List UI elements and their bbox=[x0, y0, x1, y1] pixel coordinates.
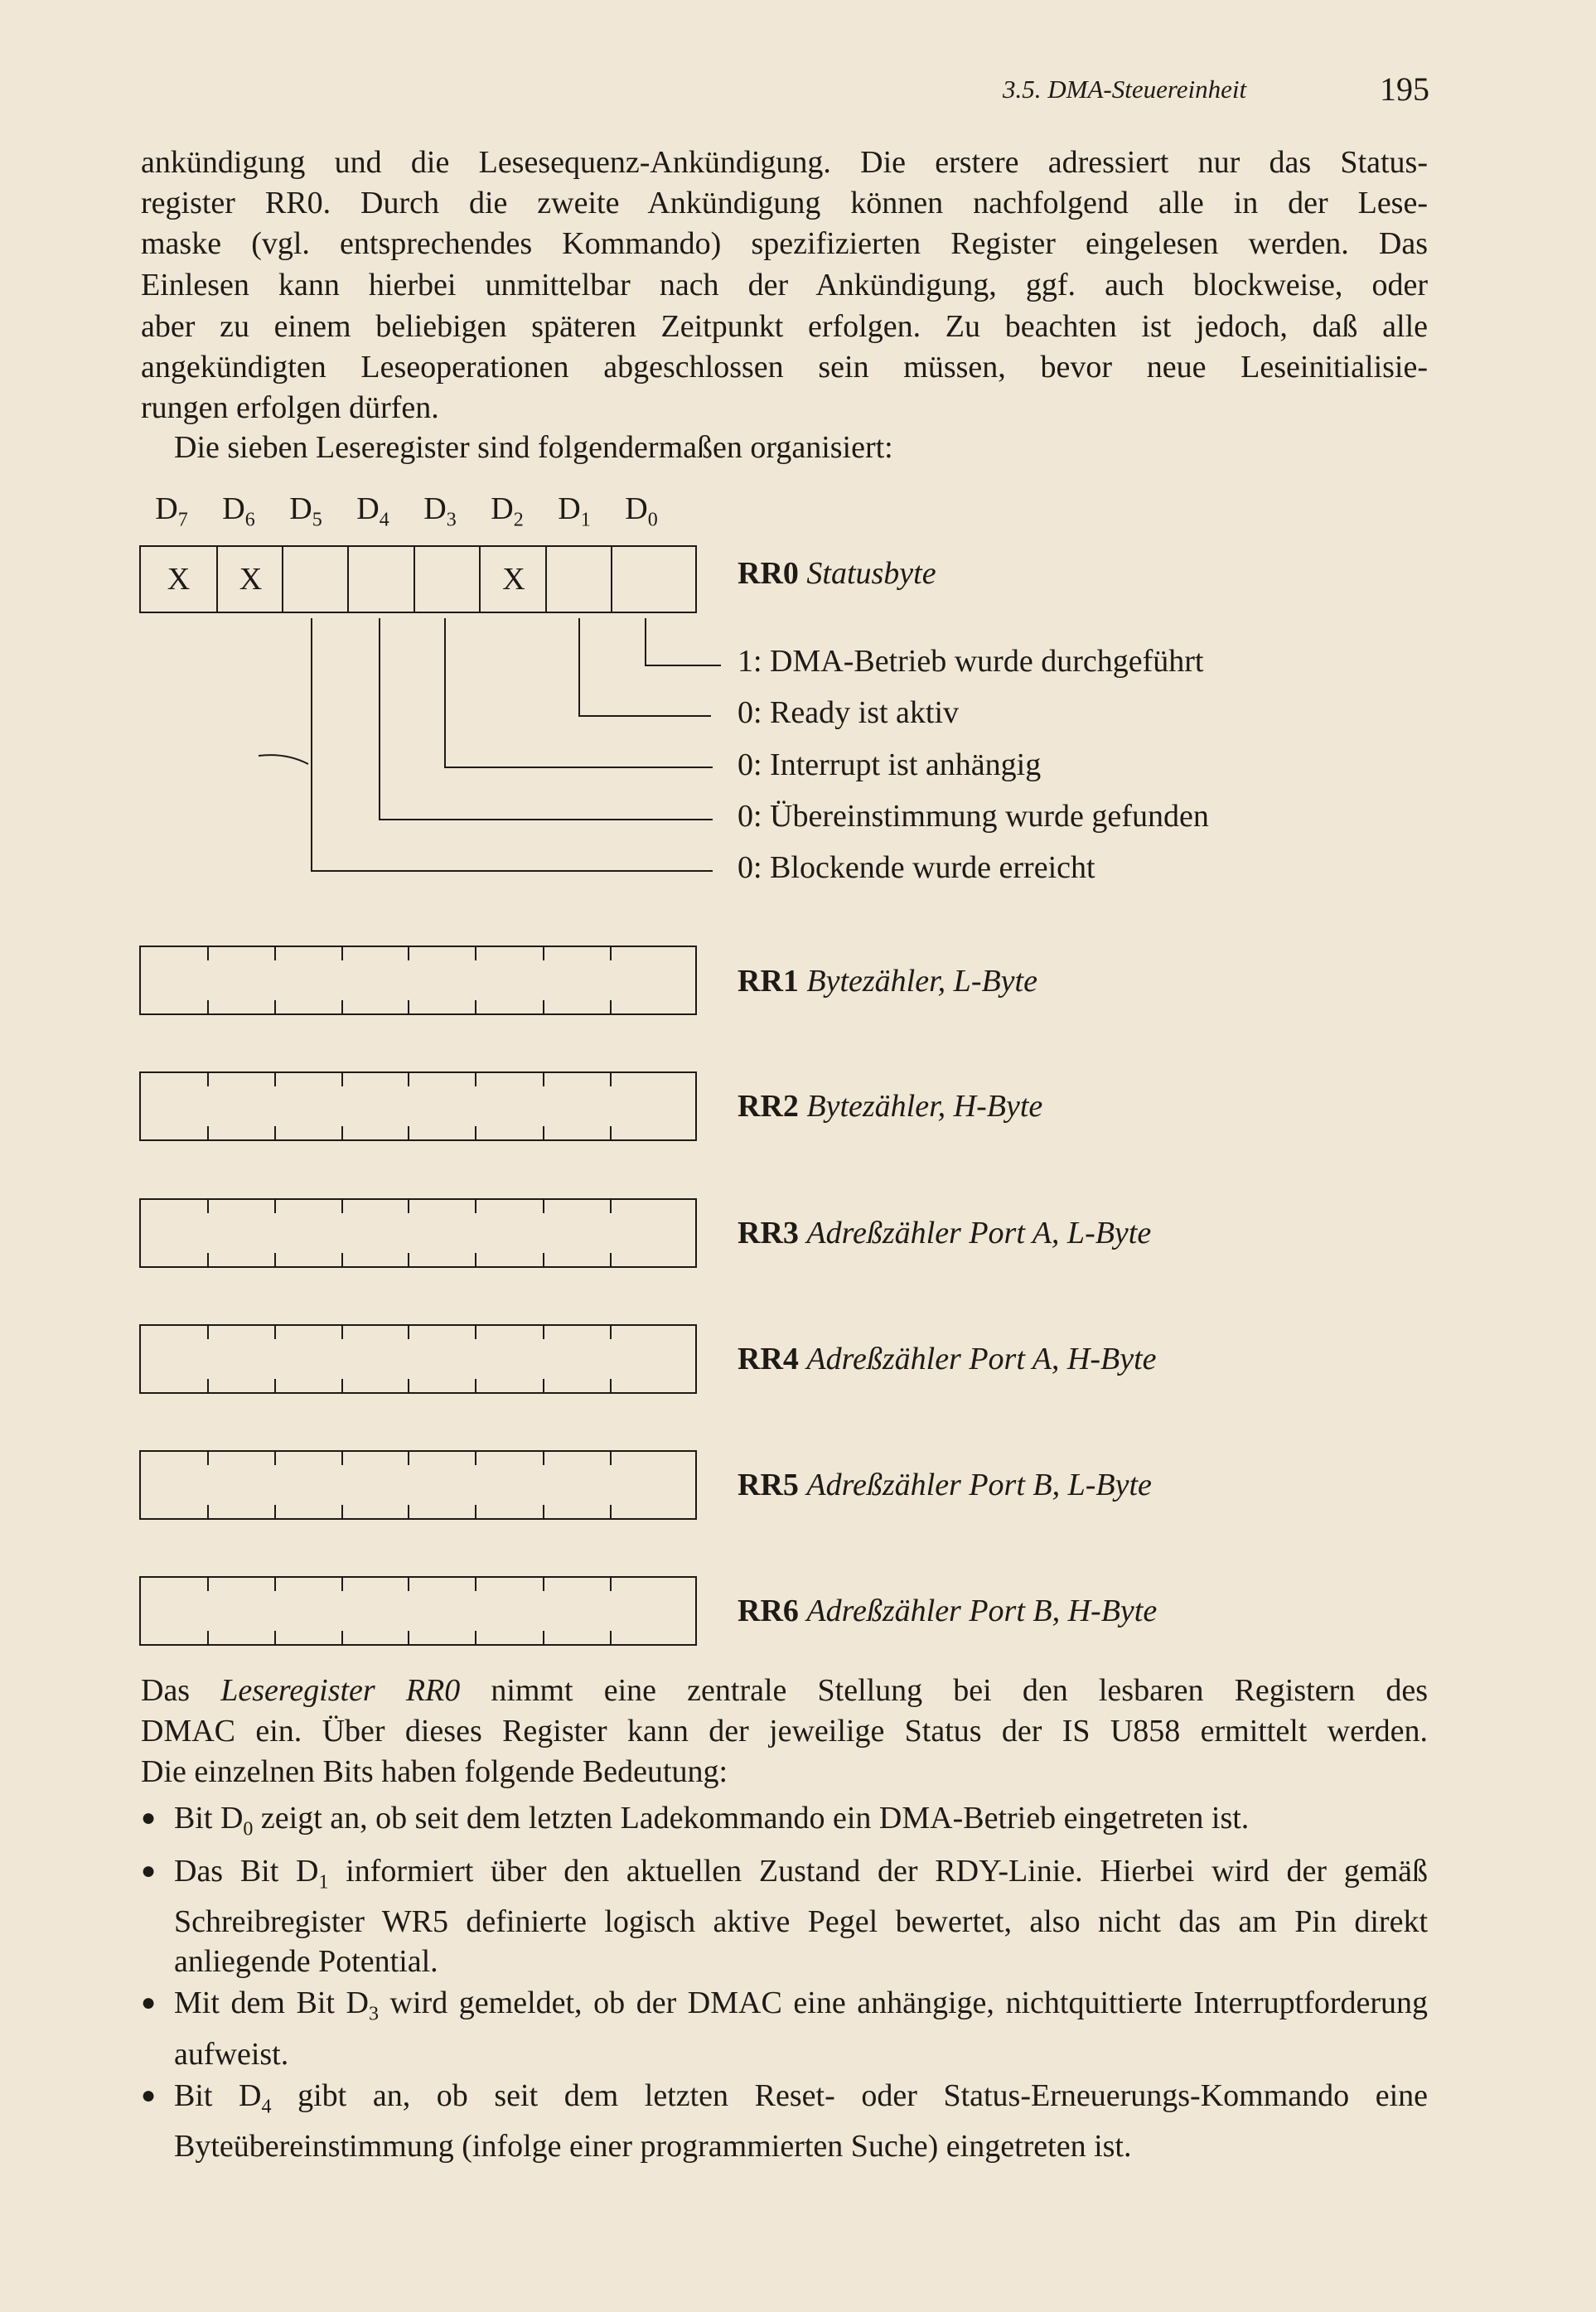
summary-line-3: Die einzelnen Bits haben folgende Bedeutung: bbox=[141, 1754, 728, 1789]
cell-divider-bottom bbox=[408, 1631, 409, 1644]
cell-divider-top bbox=[610, 1452, 612, 1465]
cell-divider-bottom bbox=[408, 1505, 409, 1518]
cell-divider-bottom bbox=[341, 1505, 343, 1518]
rr6-register-box bbox=[139, 1576, 697, 1646]
cell-divider-bottom bbox=[207, 1253, 209, 1266]
bullet-icon: ● bbox=[141, 2081, 157, 2109]
cell-divider-top bbox=[274, 1578, 276, 1591]
cell-divider-top bbox=[207, 1326, 209, 1339]
bit-label-d5: $D_5$ bbox=[289, 491, 322, 531]
leader-d5 bbox=[312, 618, 713, 871]
cell-divider-top bbox=[341, 1452, 343, 1465]
cell-divider-top bbox=[543, 1326, 544, 1339]
cell-divider-top bbox=[341, 1073, 343, 1086]
text-line: register RR0. Durch die zweite Ankündigung können nachfolgend alle in der Lese- bbox=[141, 186, 1428, 220]
cell-divider-bottom bbox=[543, 1253, 544, 1266]
cell-divider-bottom bbox=[341, 1631, 343, 1644]
cell-divider-top bbox=[408, 1326, 409, 1339]
rr1-label: RR1 Bytezähler, L-Byte bbox=[738, 964, 1037, 999]
cell-divider-bottom bbox=[475, 1631, 476, 1644]
rr0-cell-d2: X bbox=[479, 547, 547, 612]
rr0-label: RR0 Statusbyte bbox=[738, 556, 936, 591]
cell-divider-top bbox=[610, 947, 612, 960]
rr6-label: RR6 Adreßzähler Port B, H-Byte bbox=[738, 1594, 1158, 1628]
running-head: 3.5. DMA-Steuereinheit bbox=[1003, 75, 1247, 104]
cell-divider-top bbox=[207, 947, 209, 960]
rr2-label: RR2 Bytezähler, H-Byte bbox=[738, 1089, 1043, 1124]
cell-divider-bottom bbox=[475, 1505, 476, 1518]
bit-label-d3: $D_3$ bbox=[423, 491, 457, 531]
cell-divider-bottom bbox=[610, 1631, 612, 1644]
cell-divider-bottom bbox=[341, 1000, 343, 1013]
cell-divider-bottom bbox=[408, 1000, 409, 1013]
cell-divider-top bbox=[341, 1200, 343, 1213]
rr0-bit-d4-desc: 0: Übereinstimmung wurde gefunden bbox=[738, 799, 1209, 834]
cell-divider-bottom bbox=[207, 1000, 209, 1013]
cell-divider-top bbox=[408, 1578, 409, 1591]
cell-divider-bottom bbox=[475, 1253, 476, 1266]
cell-divider-top bbox=[543, 947, 544, 960]
cell-divider-bottom bbox=[274, 1379, 276, 1392]
rr5-register-box bbox=[139, 1450, 697, 1520]
cell-divider-bottom bbox=[475, 1000, 476, 1013]
bullet-icon: ● bbox=[141, 1989, 157, 2017]
cell-divider-top bbox=[207, 1452, 209, 1465]
cell-divider-bottom bbox=[543, 1126, 544, 1139]
cell-divider-bottom bbox=[341, 1253, 343, 1266]
bit-label-d1: $D_1$ bbox=[558, 491, 591, 531]
cell-divider-top bbox=[475, 1452, 476, 1465]
bit-label-d7: $D_7$ bbox=[155, 491, 188, 531]
text-line: aber zu einem beliebigen späteren Zeitpunkt erfolgen. Zu beachten ist jedoch, daß alle bbox=[141, 309, 1428, 344]
cell-divider-bottom bbox=[207, 1126, 209, 1139]
leader-d0 bbox=[646, 618, 721, 665]
rr4-register-box bbox=[139, 1324, 697, 1394]
rr5-label: RR5 Adreßzähler Port B, L-Byte bbox=[738, 1468, 1152, 1502]
cell-divider-bottom bbox=[408, 1126, 409, 1139]
cell-divider-top bbox=[207, 1073, 209, 1086]
text-line: Einlesen kann hierbei unmittelbar nach der Ankündigung, ggf. auch blockweise, oder bbox=[141, 268, 1428, 302]
text-line: maske (vgl. entsprechendes Kommando) spezifizierten Register eingelesen werden. Das bbox=[141, 226, 1428, 261]
cell-divider-bottom bbox=[274, 1253, 276, 1266]
cell-divider-bottom bbox=[610, 1253, 612, 1266]
rr2-register-box bbox=[139, 1071, 697, 1141]
text-line: angekündigten Leseoperationen abgeschlossen sein müssen, bevor neue Leseinitialisie- bbox=[141, 350, 1428, 385]
cell-divider-top bbox=[610, 1073, 612, 1086]
cell-divider-top bbox=[408, 1452, 409, 1465]
cell-divider-top bbox=[408, 1200, 409, 1213]
rr0-bit-d5-desc: 0: Blockende wurde erreicht bbox=[738, 850, 1095, 885]
cell-divider-top bbox=[341, 1326, 343, 1339]
cell-divider-bottom bbox=[610, 1126, 612, 1139]
bit-label-d2: $D_2$ bbox=[491, 491, 524, 531]
list-item: ● Bit $D_0$ zeigt an, ob seit dem letzten Ladekommando ein DMA-Betrieb eingetreten ist. bbox=[141, 1798, 1428, 1850]
cell-divider-top bbox=[274, 1452, 276, 1465]
cell-divider-top bbox=[475, 1073, 476, 1086]
rr3-register-box bbox=[139, 1198, 697, 1268]
cell-divider-bottom bbox=[274, 1505, 276, 1518]
organization-sentence: Die sieben Leseregister sind folgendermaßen organisiert: bbox=[174, 430, 893, 465]
cell-divider-top bbox=[341, 947, 343, 960]
cell-divider-bottom bbox=[543, 1379, 544, 1392]
cell-divider-bottom bbox=[475, 1379, 476, 1392]
bit-label-d4: $D_4$ bbox=[356, 491, 389, 531]
cell-divider-bottom bbox=[610, 1505, 612, 1518]
cell-divider-bottom bbox=[543, 1631, 544, 1644]
cell-divider-top bbox=[610, 1326, 612, 1339]
bullet-icon: ● bbox=[141, 1804, 157, 1831]
cell-divider-top bbox=[207, 1578, 209, 1591]
cell-divider-top bbox=[610, 1200, 612, 1213]
cell-divider-top bbox=[543, 1578, 544, 1591]
cell-divider-bottom bbox=[274, 1631, 276, 1644]
cell-divider-bottom bbox=[207, 1631, 209, 1644]
cell-divider-bottom bbox=[408, 1379, 409, 1392]
leader-d4 bbox=[380, 618, 713, 820]
cell-divider-top bbox=[274, 1200, 276, 1213]
cell-divider-top bbox=[475, 1326, 476, 1339]
summary-line-2: DMAC ein. Über dieses Register kann der jeweilige Status der IS U858 ermittelt werden. bbox=[141, 1714, 1428, 1749]
cell-divider-top bbox=[475, 1200, 476, 1213]
cell-divider-top bbox=[274, 947, 276, 960]
rr0-cell-d6: X bbox=[216, 547, 283, 612]
cell-divider-top bbox=[207, 1200, 209, 1213]
cell-divider-top bbox=[543, 1200, 544, 1213]
cell-divider-bottom bbox=[274, 1126, 276, 1139]
cell-divider-top bbox=[543, 1452, 544, 1465]
rr1-register-box bbox=[139, 946, 697, 1015]
cell-divider-top bbox=[341, 1578, 343, 1591]
bullet-icon: ● bbox=[141, 1856, 157, 1884]
rr4-label: RR4 Adreßzähler Port A, H-Byte bbox=[738, 1342, 1157, 1376]
cell-divider-bottom bbox=[543, 1505, 544, 1518]
text-line: ankündigung und die Lesesequenz-Ankündigung. Die erstere adressiert nur das Status- bbox=[141, 145, 1428, 180]
cell-divider-bottom bbox=[610, 1000, 612, 1013]
list-item: ● Bit $D_4$ gibt an, ob seit dem letzten Reset- oder Status-Erneuerungs-Kommando eine Byteübereinstimmung (infolge einer programmierten Suche) eingetreten ist. bbox=[141, 2076, 1428, 2167]
cell-divider-top bbox=[543, 1073, 544, 1086]
page-number: 195 bbox=[1380, 70, 1429, 108]
cell-divider-bottom bbox=[610, 1379, 612, 1392]
cell-divider-bottom bbox=[408, 1253, 409, 1266]
list-item: ● Das Bit $D_1$ informiert über den aktuellen Zustand der RDY-Linie. Hierbei wird der gemäß Schreibregister WR5 definierte logisch aktive Pegel bewertet, also nicht das am Pin direkt anliegende Potential. bbox=[141, 1851, 1428, 1982]
cell-divider-bottom bbox=[341, 1126, 343, 1139]
bit-label-d6: $D_6$ bbox=[222, 491, 255, 531]
stray-mark bbox=[259, 755, 308, 764]
bit-meaning-list bbox=[141, 1798, 1428, 2168]
rr0-cell-d7: X bbox=[167, 562, 191, 597]
cell-divider-top bbox=[274, 1326, 276, 1339]
cell-divider-bottom bbox=[207, 1505, 209, 1518]
cell-divider-bottom bbox=[475, 1126, 476, 1139]
cell-divider-top bbox=[408, 947, 409, 960]
cell-divider-top bbox=[475, 947, 476, 960]
rr0-bit-d1-desc: 0: Ready ist aktiv bbox=[738, 695, 960, 730]
cell-divider-top bbox=[610, 1578, 612, 1591]
cell-divider-bottom bbox=[543, 1000, 544, 1013]
summary-line-1: Das Leseregister RR0 nimmt eine zentrale Stellung bei den lesbaren Registern des bbox=[141, 1673, 1428, 1708]
cell-divider-bottom bbox=[274, 1000, 276, 1013]
cell-divider-bottom bbox=[341, 1379, 343, 1392]
cell-divider-top bbox=[408, 1073, 409, 1086]
list-item: ● Mit dem Bit $D_3$ wird gemeldet, ob der DMAC eine anhängige, nichtquittierte Interruptforderung aufweist. bbox=[141, 1983, 1428, 2074]
rr0-bit-d3-desc: 0: Interrupt ist anhängig bbox=[738, 747, 1042, 782]
rr0-bit-d0-desc: 1: DMA-Betrieb wurde durchgeführt bbox=[738, 644, 1204, 679]
text-line: rungen erfolgen dürfen. bbox=[141, 390, 439, 425]
rr3-label: RR3 Adreßzähler Port A, L-Byte bbox=[738, 1216, 1152, 1250]
cell-divider-bottom bbox=[207, 1379, 209, 1392]
cell-divider-top bbox=[475, 1578, 476, 1591]
cell-divider-top bbox=[274, 1073, 276, 1086]
bit-label-d0: $D_0$ bbox=[625, 491, 658, 531]
